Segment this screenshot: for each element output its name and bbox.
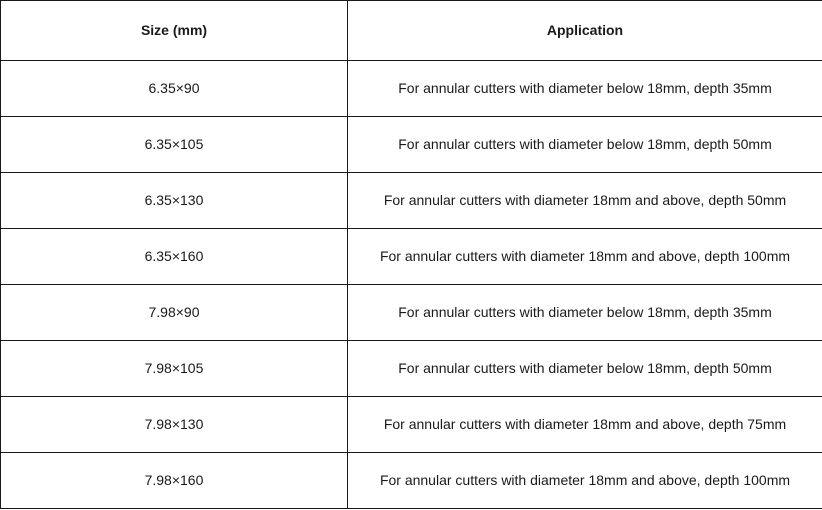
table-row <box>1 453 822 509</box>
cell-size: 6.35×130 <box>1 173 348 229</box>
table-header-row <box>1 1 822 61</box>
cell-size: 7.98×105 <box>1 341 348 397</box>
cell-application: For annular cutters with diameter 18mm and above, depth 75mm <box>348 397 822 453</box>
cell-size: 6.35×105 <box>1 117 348 173</box>
table-row <box>1 285 822 341</box>
cell-application: For annular cutters with diameter 18mm and above, depth 100mm <box>348 229 822 285</box>
cell-application: For annular cutters with diameter 18mm and above, depth 100mm <box>348 453 822 509</box>
cell-size: 6.35×90 <box>1 61 348 117</box>
table-row <box>1 397 822 453</box>
cell-size: 7.98×90 <box>1 285 348 341</box>
cell-application: For annular cutters with diameter below 18mm, depth 35mm <box>348 285 822 341</box>
cell-application: For annular cutters with diameter below 18mm, depth 50mm <box>348 117 822 173</box>
cell-size: 6.35×160 <box>1 229 348 285</box>
cell-application: For annular cutters with diameter below 18mm, depth 35mm <box>348 61 822 117</box>
table-row <box>1 341 822 397</box>
header-size: Size (mm) <box>1 1 348 61</box>
table-row <box>1 173 822 229</box>
cell-application: For annular cutters with diameter 18mm and above, depth 50mm <box>348 173 822 229</box>
cell-application: For annular cutters with diameter below 18mm, depth 50mm <box>348 341 822 397</box>
header-application: Application <box>348 1 822 61</box>
cell-size: 7.98×130 <box>1 397 348 453</box>
table-row <box>1 229 822 285</box>
table-row <box>1 117 822 173</box>
table-row <box>1 61 822 117</box>
cell-size: 7.98×160 <box>1 453 348 509</box>
